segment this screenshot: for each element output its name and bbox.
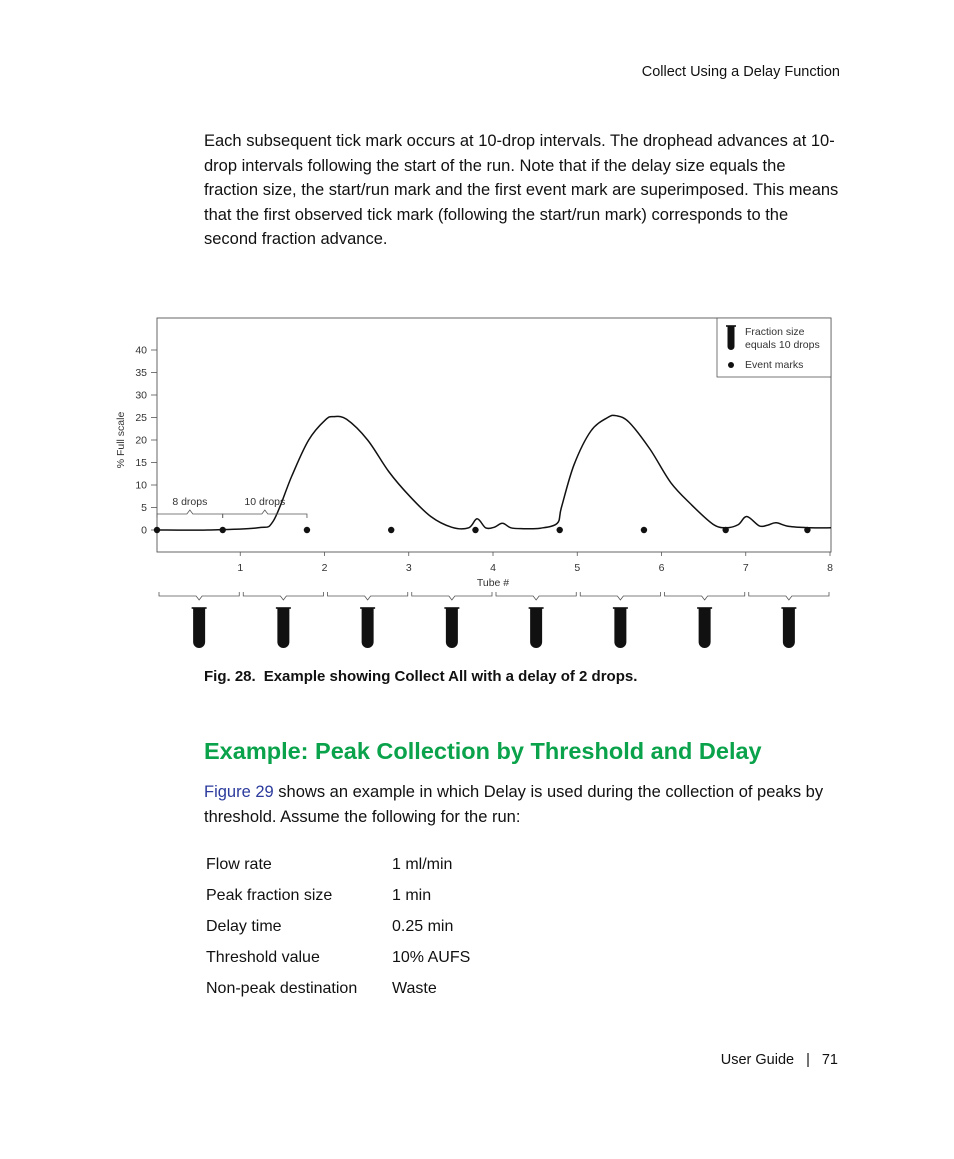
collection-tube-icon [276, 608, 291, 648]
param-row [204, 973, 470, 1004]
x-tick-label: 3 [405, 562, 412, 574]
param-value: 10% AUFS [392, 949, 471, 966]
event-mark [388, 527, 394, 533]
collection-tube-icon [360, 608, 375, 648]
collection-tube-icon [529, 608, 544, 648]
x-tick-label: 7 [742, 562, 749, 574]
tube-bracket [749, 592, 829, 600]
caption-text: Example showing Collect All with a delay of 2 drops. [263, 668, 638, 685]
collection-tube-icon [697, 608, 712, 648]
y-axis-label: % Full scale [115, 411, 127, 469]
y-tick-label: 10 [135, 479, 147, 492]
x-tick-label: 1 [237, 562, 244, 574]
caption-number: Fig. 28. [204, 668, 256, 685]
collection-tube-icon [613, 608, 628, 648]
x-tick-label: 4 [490, 562, 496, 574]
param-label: Threshold value [206, 949, 320, 966]
brace-10-drops [223, 510, 307, 518]
tube-bracket [580, 592, 660, 600]
param-row [204, 911, 470, 942]
tube-bracket [243, 592, 323, 600]
param-row [204, 849, 470, 880]
y-tick-label: 25 [135, 412, 147, 424]
event-mark [220, 527, 226, 533]
y-tick-label: 20 [135, 434, 147, 447]
y-tick-label: 40 [135, 344, 147, 357]
event-mark [154, 527, 160, 533]
figure-28-chart [100, 300, 860, 670]
x-tick-label: 8 [827, 562, 833, 574]
param-value: 0.25 min [392, 918, 454, 935]
figure-29-link[interactable]: Figure 29 [204, 783, 274, 801]
param-label: Non-peak destination [206, 980, 358, 997]
intro-paragraph [204, 780, 844, 829]
page-footer [721, 1052, 838, 1068]
footer-guide-label: User Guide [720, 1052, 795, 1068]
collection-tube-icon [444, 608, 459, 648]
x-tick-label: 2 [321, 562, 328, 574]
tube-bracket [328, 592, 408, 600]
event-mark [641, 527, 647, 533]
tube-bracket [496, 592, 576, 600]
y-tick-label: 30 [135, 389, 147, 402]
param-row [204, 942, 470, 973]
tube-bracket [159, 592, 239, 600]
collection-tube-icon [781, 608, 796, 648]
x-axis-label: Tube # [476, 577, 510, 589]
param-value: 1 ml/min [392, 856, 453, 873]
page-number: 71 [821, 1052, 838, 1068]
run-parameters-table [204, 849, 470, 1004]
legend-event-marks: Event marks [745, 359, 804, 371]
event-mark [722, 527, 728, 533]
annotation-10-drops: 10 drops [244, 496, 286, 508]
param-value: 1 min [392, 887, 432, 904]
chart-legend [717, 318, 831, 377]
running-head: Collect Using a Delay Function [641, 64, 840, 80]
legend-event-dot-icon [728, 362, 734, 368]
figure-caption [204, 668, 637, 685]
y-tick-label: 35 [135, 367, 147, 379]
y-tick-label: 15 [135, 457, 147, 469]
annotation-8-drops: 8 drops [172, 496, 208, 508]
legend-fraction-size-line2: equals 10 drops [745, 339, 820, 351]
chromatogram-trace [157, 415, 831, 530]
param-label: Flow rate [206, 856, 272, 873]
section-heading: Example: Peak Collection by Threshold and Delay [204, 738, 762, 764]
x-tick-label: 6 [658, 562, 665, 574]
legend-fraction-size-line1: Fraction size [745, 326, 805, 338]
event-mark [472, 527, 478, 533]
event-mark [557, 527, 563, 533]
x-tick-label: 5 [574, 562, 581, 574]
y-tick-label: 0 [141, 524, 147, 537]
param-label: Peak fraction size [206, 887, 333, 904]
tube-bracket [665, 592, 745, 600]
collection-tube-icon [192, 608, 207, 648]
event-mark [304, 527, 310, 533]
intro-text: shows an example in which Delay is used during the collection of peaks by threshold. Assume the following for the run: [204, 783, 824, 826]
event-mark [804, 527, 810, 533]
body-paragraph: Each subsequent tick mark occurs at 10-drop intervals. The drophead advances at 10-drop intervals following the start of the run. Note that if the delay size equals the fraction size, the start/run mark and the first event mark are superimposed. This means that the first observed tick mark (following the start/run mark) corresponds to the second fraction advance. [204, 132, 839, 249]
param-label: Delay time [206, 918, 282, 935]
tube-bracket [412, 592, 492, 600]
legend-tube-icon [726, 326, 736, 350]
footer-separator: | [806, 1052, 810, 1068]
y-tick-label: 5 [141, 502, 147, 514]
param-value: Waste [392, 980, 437, 997]
param-row [204, 880, 470, 911]
brace-8-drops [157, 510, 223, 518]
